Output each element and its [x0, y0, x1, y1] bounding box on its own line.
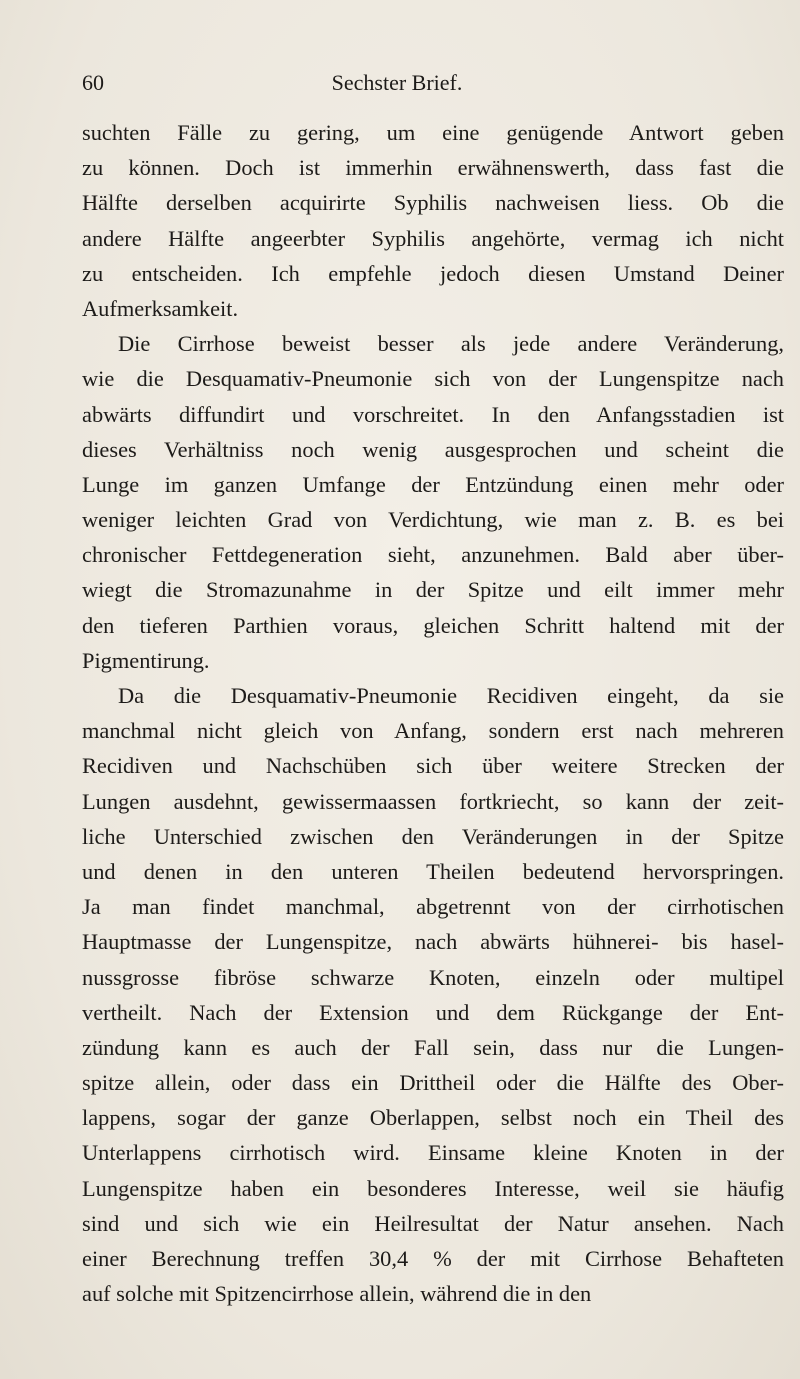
text-line: und denen in den unteren Theilen bedeutend hervorspringen.: [82, 858, 784, 884]
text-line: dieses Verhältniss noch wenig ausgesprochen und scheint die: [82, 436, 784, 462]
text-line: chronischer Fettdegeneration sieht, anzunehmen. Bald aber über-: [82, 542, 784, 568]
text-line: Lunge im ganzen Umfange der Entzündung einen mehr oder: [82, 471, 784, 497]
text-line: Hauptmasse der Lungenspitze, nach abwärts hühnerei- bis hasel-: [82, 929, 784, 955]
text-line: Ja man findet manchmal, abgetrennt von der cirrhotischen: [82, 894, 784, 920]
text-line: sind und sich wie ein Heilresultat der Natur ansehen. Nach: [82, 1210, 784, 1236]
text-line: andere Hälfte angeerbter Syphilis angehörte, vermag ich nicht: [82, 225, 784, 251]
text-line: Pigmentirung.: [82, 647, 210, 673]
text-line: den tieferen Parthien voraus, gleichen Schritt haltend mit der: [82, 612, 784, 638]
text-line: einer Berechnung treffen 30,4 % der mit Cirrhose Behafteten: [82, 1246, 784, 1271]
running-head: Sechster Brief.: [331, 70, 463, 95]
text-line: wie die Desquamativ-Pneumonie sich von der Lungenspitze nach: [82, 366, 784, 392]
text-line: zündung kann es auch der Fall sein, dass nur die Lungen-: [82, 1034, 784, 1060]
text-line: nussgrosse fibröse schwarze Knoten, einzeln oder multipel: [82, 964, 784, 990]
body-text: [82, 115, 784, 1311]
text-line: zu entscheiden. Ich empfehle jedoch diesen Umstand Deiner: [82, 260, 784, 286]
text-line: wiegt die Stromazunahme in der Spitze und eilt immer mehr: [82, 577, 784, 603]
text-line: Hälfte derselben acquirirte Syphilis nachweisen liess. Ob die: [82, 190, 784, 216]
text-line: auf solche mit Spitzencirrhose allein, während die in den: [82, 1281, 592, 1307]
text-line: Da die Desquamativ-Pneumonie Recidiven eingeht, da sie: [118, 683, 784, 708]
text-line: lappens, sogar der ganze Oberlappen, selbst noch ein Theil des: [82, 1105, 784, 1131]
text-line: spitze allein, oder dass ein Drittheil oder die Hälfte des Ober-: [82, 1070, 784, 1096]
text-line: Unterlappens cirrhotisch wird. Einsame kleine Knoten in der: [82, 1140, 784, 1166]
page-number: 60: [82, 70, 104, 95]
text-line: abwärts diffundirt und vorschreitet. In den Anfangsstadien ist: [82, 401, 784, 427]
text-line: Die Cirrhose beweist besser als jede andere Veränderung,: [118, 331, 784, 357]
text-line: Lungen ausdehnt, gewissermaassen fortkriecht, so kann der zeit-: [82, 788, 784, 814]
text-line: liche Unterschied zwischen den Veränderungen in der Spitze: [82, 823, 784, 849]
text-line: Aufmerksamkeit.: [82, 295, 239, 321]
text-line: Lungenspitze haben ein besonderes Interesse, weil sie häufig: [82, 1175, 784, 1201]
page-header: [82, 70, 712, 104]
text-line: Recidiven und Nachschüben sich über weitere Strecken der: [82, 753, 784, 779]
text-line: zu können. Doch ist immerhin erwähnenswerth, dass fast die: [82, 155, 784, 181]
text-line: vertheilt. Nach der Extension und dem Rückgange der Ent-: [82, 999, 784, 1025]
text-line: suchten Fälle zu gering, um eine genügende Antwort geben: [82, 120, 784, 145]
text-line: manchmal nicht gleich von Anfang, sondern erst nach mehreren: [82, 718, 784, 744]
text-line: weniger leichten Grad von Verdichtung, wie man z. B. es bei: [82, 507, 784, 533]
